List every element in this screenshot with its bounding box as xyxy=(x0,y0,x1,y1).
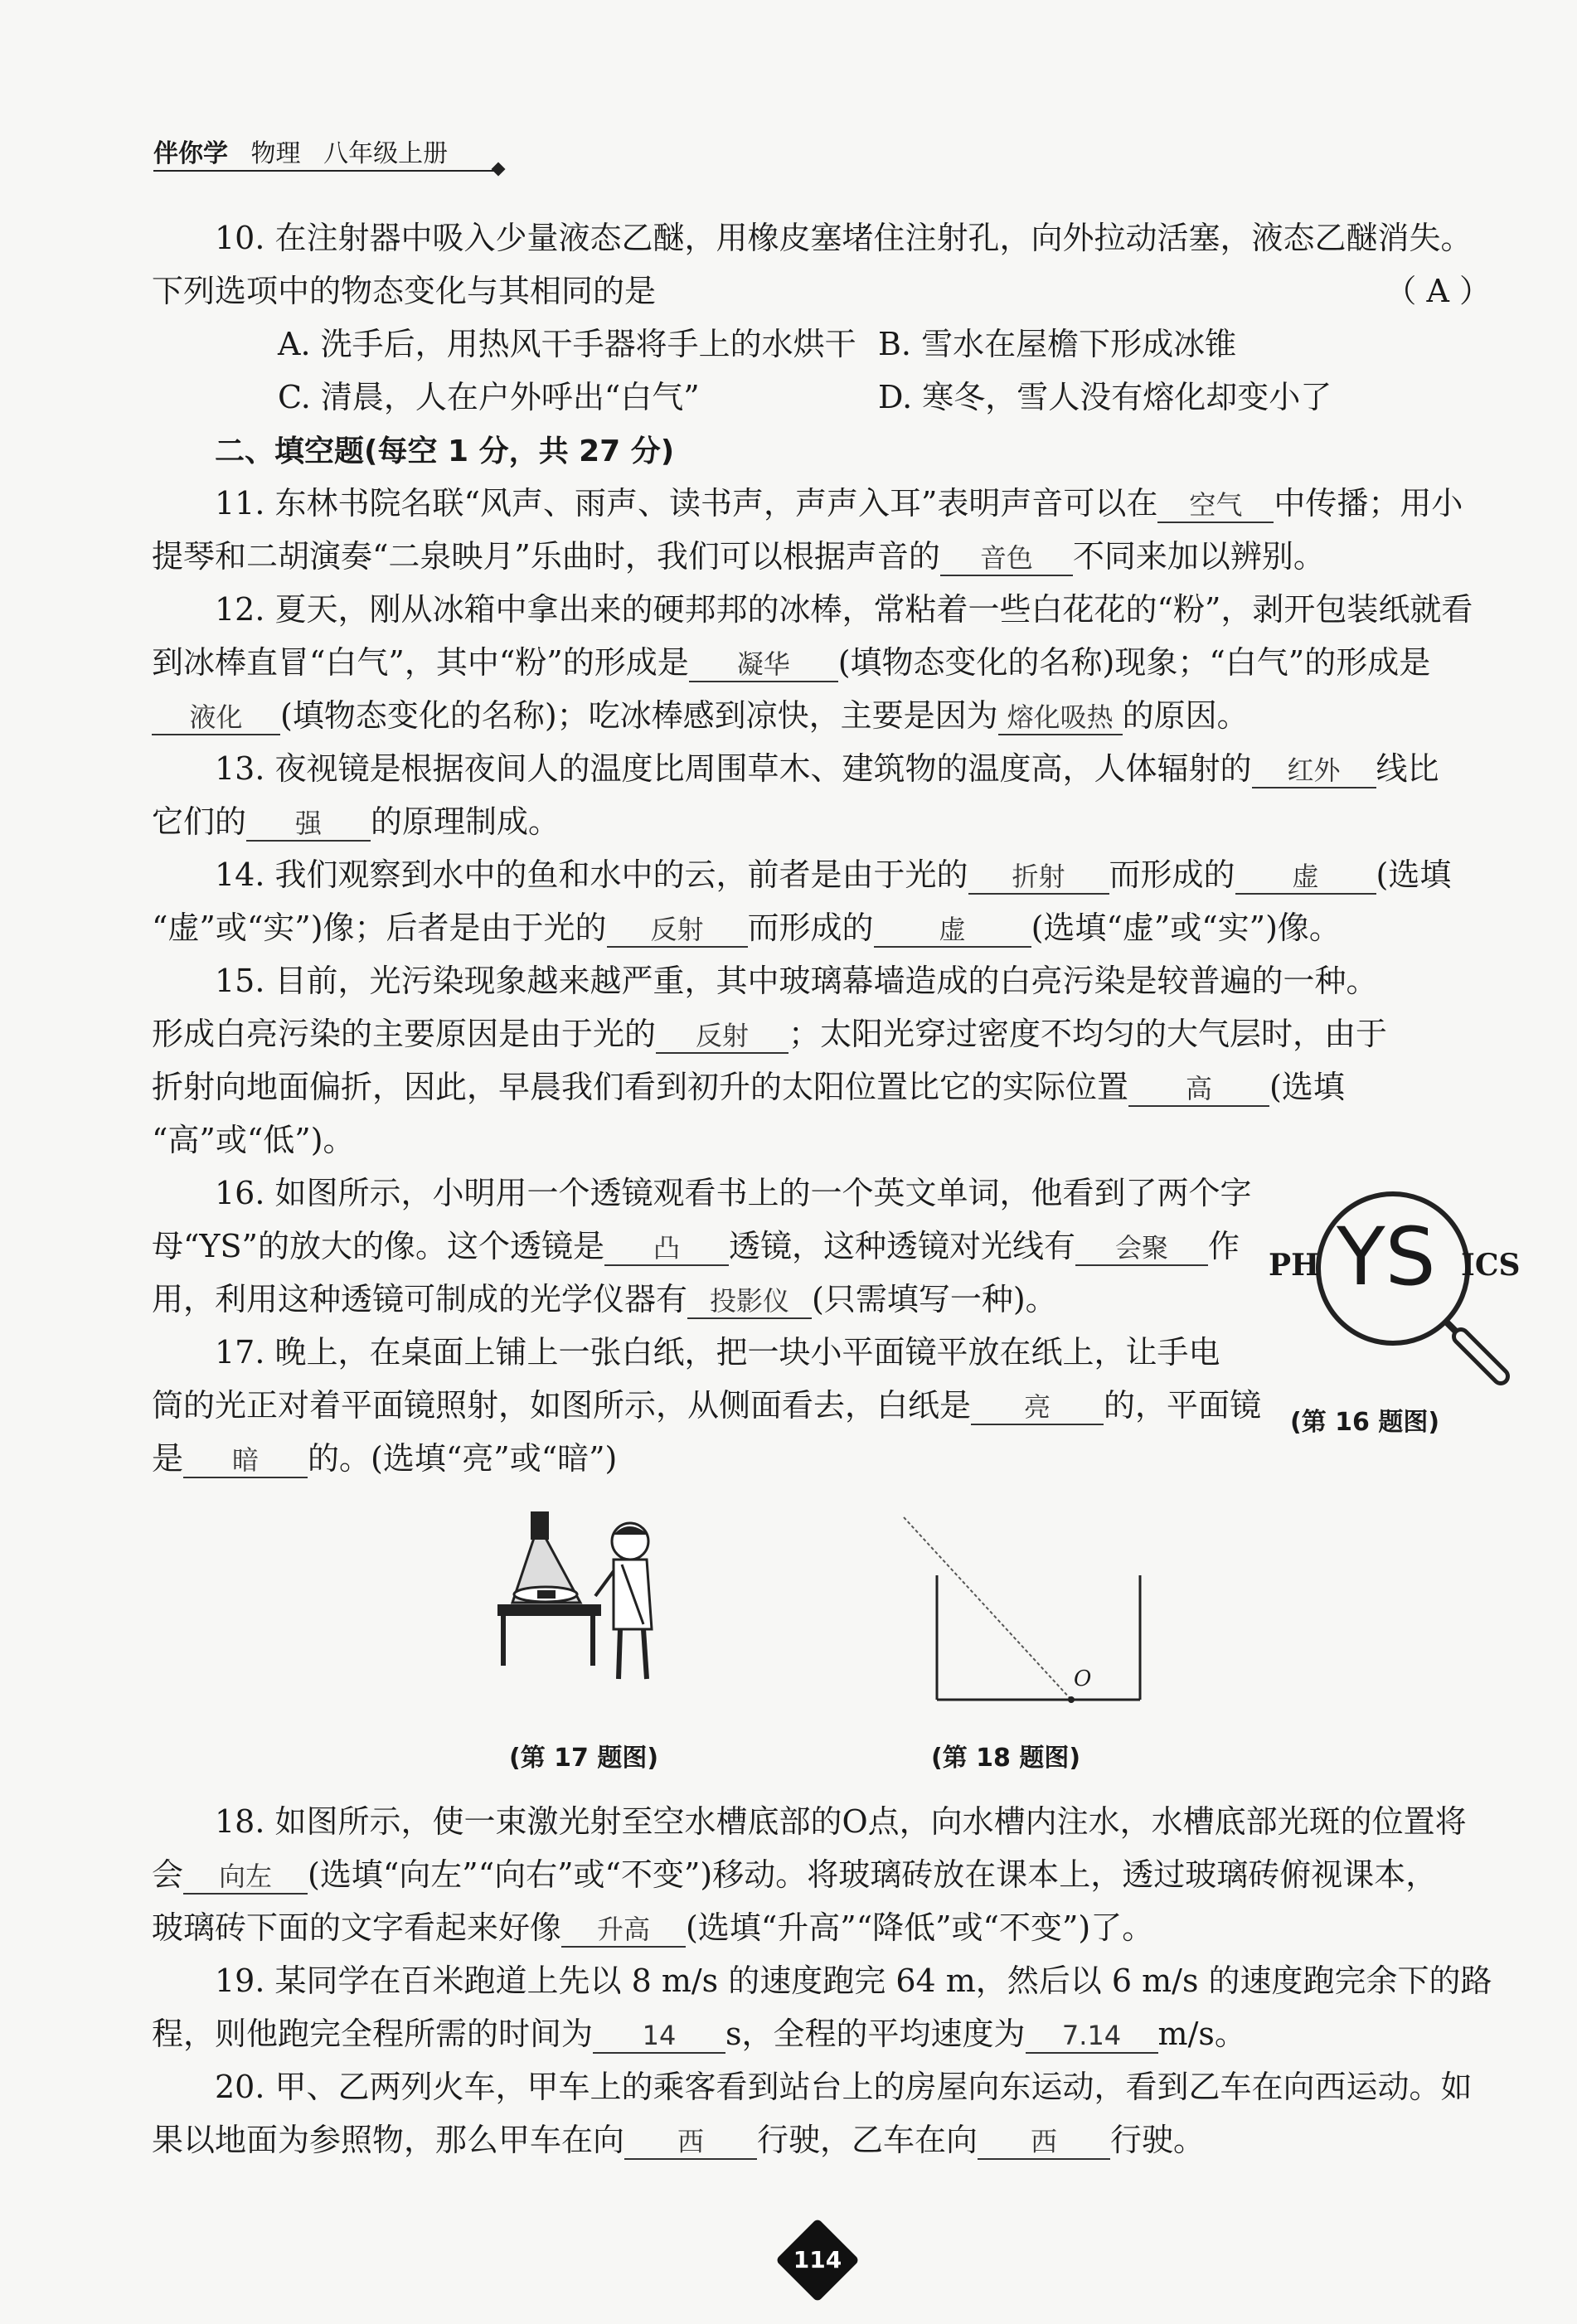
q14-blank-2: 虚 xyxy=(1235,860,1376,895)
question-16 xyxy=(152,1167,1267,1326)
q12-text-2: 到冰棒直冒“白气”，其中“粉”的形成是 xyxy=(152,644,689,681)
question-11 xyxy=(152,477,1491,583)
grade: 八年级上册 xyxy=(323,139,449,168)
q13-blank-1: 红外 xyxy=(1252,754,1376,788)
q13-text-2: 线比 xyxy=(1376,750,1439,787)
point-o xyxy=(1068,1696,1075,1703)
q16-blank-2: 会聚 xyxy=(1075,1231,1208,1266)
q19-text-2: 程，则他跑完全程所需的时间为 xyxy=(152,2016,594,2052)
q20-blank-1: 西 xyxy=(624,2125,757,2160)
fig18-caption: (第 18 题图) xyxy=(931,1744,1081,1773)
small-mirror xyxy=(537,1590,556,1599)
q18-text-4: 玻璃砖下面的文字看起来好像 xyxy=(152,1909,562,1946)
q12-blank-3: 熔化吸热 xyxy=(998,701,1123,735)
q17-text-5: 的。(选填“亮”或“暗”) xyxy=(308,1440,618,1477)
q11-blank-1: 空气 xyxy=(1157,488,1274,523)
fig16-caption: (第 16 题图) xyxy=(1290,1408,1440,1437)
q17-text-3: 的，平面镜 xyxy=(1104,1387,1262,1424)
q18-text-2: 会 xyxy=(152,1856,184,1893)
q11-text-4: 不同来加以辨别。 xyxy=(1072,538,1325,575)
question-10 xyxy=(152,211,1491,478)
q14-text-1: 14. 我们观察到水中的鱼和水中的云，前者是由于光的 xyxy=(215,856,968,893)
q20-text-3: 行驶，乙车在向 xyxy=(757,2122,978,2158)
fig17-caption: (第 17 题图) xyxy=(509,1744,659,1773)
table-leg-right xyxy=(590,1616,595,1666)
q17-text-2: 筒的光正对着平面镜照射，如图所示，从侧面看去，白纸是 xyxy=(152,1387,972,1424)
q10-stem-1: 10. 在注射器中吸入少量液态乙醚，用橡皮塞堵住注射孔，向外拉动活塞，液态乙醚消失。 xyxy=(215,220,1473,256)
q15-text-2: 形成白亮污染的主要原因是由于光的 xyxy=(152,1016,657,1052)
page-number: 114 xyxy=(793,2246,842,2273)
flashlight xyxy=(531,1511,549,1540)
q15-blank-1: 反射 xyxy=(656,1019,788,1054)
q13-text-4: 的原理制成。 xyxy=(371,803,560,840)
q11-text-3: 提琴和二胡演奏“二泉映月”乐曲时，我们可以根据声音的 xyxy=(152,538,940,575)
question-18 xyxy=(152,1795,1491,1954)
q16-text-3: 透镜，这种透镜对光线有 xyxy=(728,1228,1075,1264)
q15-text-1: 15. 目前，光污染现象越来越严重，其中玻璃幕墙造成的白亮污染是较普遍的一种。 xyxy=(215,963,1378,999)
q20-blank-2: 西 xyxy=(978,2125,1110,2160)
q14-text-2: 而形成的 xyxy=(1109,856,1235,893)
question-12 xyxy=(152,583,1491,742)
q16-text-1: 16. 如图所示，小明用一个透镜观看书上的一个英文单词，他看到了两个字 xyxy=(215,1175,1252,1211)
q14-text-5: 而形成的 xyxy=(747,910,874,946)
header-diamond-icon xyxy=(492,163,506,177)
q18-blank-1: 向左 xyxy=(183,1860,308,1895)
q20-text-1: 20. 甲、乙两列火车，甲车上的乘客看到站台上的房屋向东运动，看到乙车在向西运动。如 xyxy=(215,2069,1473,2105)
q14-text-3: (选填 xyxy=(1376,856,1452,893)
laser-beam xyxy=(904,1517,1071,1700)
q20-text-4: 行驶。 xyxy=(1110,2122,1206,2158)
q19-text-1: 19. 某同学在百米跑道上先以 8 m/s 的速度跑完 64 m，然后以 6 m/s 的速度跑完余下的路 xyxy=(215,1963,1492,1999)
question-14 xyxy=(152,848,1491,954)
fig16-left-text: PH xyxy=(1269,1248,1320,1283)
page-header xyxy=(153,133,448,169)
figure-17 xyxy=(497,1505,680,1696)
q18-blank-2: 升高 xyxy=(561,1913,686,1948)
q16-text-2: 母“YS”的放大的像。这个透镜是 xyxy=(152,1228,604,1264)
q17-text-1: 17. 晚上，在桌面上铺上一张白纸，把一块小平面镜平放在纸上，让手电 xyxy=(215,1334,1220,1371)
q12-text-4: (填物态变化的名称)；吃冰棒感到凉快，主要是因为 xyxy=(280,697,998,734)
q18-text-5: (选填“升高”“降低”或“不变”)了。 xyxy=(686,1909,1154,1946)
boy-leg-left xyxy=(619,1629,620,1679)
q11-text-2: 中传播；用小 xyxy=(1274,485,1463,522)
q14-text-6: (选填“虚”或“实”)像。 xyxy=(1031,910,1341,946)
q18-text-3: (选填“向左”“向右”或“不变”)移动。将玻璃砖放在课本上，透过玻璃砖俯视课本， xyxy=(308,1856,1438,1893)
water-tank-diagram xyxy=(887,1509,1161,1716)
q15-text-4: 折射向地面偏折，因此，早晨我们看到初升的太阳位置比它的实际位置 xyxy=(152,1069,1129,1105)
q19-blank-2: 7.14 xyxy=(1026,2019,1158,2054)
question-20 xyxy=(152,2060,1491,2166)
q17-blank-2: 暗 xyxy=(183,1443,308,1478)
header-rule xyxy=(153,170,502,172)
q10-stem-2: 下列选项中的物态变化与其相同的是 xyxy=(152,273,657,309)
q16-text-6: (只需填写一种)。 xyxy=(812,1281,1057,1317)
q16-blank-3: 投影仪 xyxy=(687,1284,812,1319)
fig16-right-text: ICS xyxy=(1461,1248,1521,1283)
q15-text-5: (选填 xyxy=(1269,1069,1345,1105)
q12-text-1: 12. 夏天，刚从冰箱中拿出来的硬邦邦的冰棒，常粘着一些白花花的“粉”，剥开包装纸就看 xyxy=(215,591,1473,628)
q19-text-4: m/s。 xyxy=(1157,2016,1246,2052)
q12-text-3: (填物态变化的名称)现象；“白气”的形成是 xyxy=(837,644,1431,681)
q18-text-1: 18. 如图所示，使一束激光射至空水槽底部的O点，向水槽内注水，水槽底部光斑的位置将 xyxy=(215,1803,1467,1840)
page-number-badge xyxy=(775,2218,860,2302)
handle-inner xyxy=(1461,1337,1501,1376)
question-13 xyxy=(152,742,1491,848)
section-title: 二、填空题(每空 1 分，共 27 分) xyxy=(215,434,675,468)
table-leg-left xyxy=(501,1616,506,1666)
q16-blank-1: 凸 xyxy=(604,1231,729,1266)
fig16-magnified-text: YS xyxy=(1337,1211,1436,1303)
table-top xyxy=(497,1604,601,1616)
q11-blank-2: 音色 xyxy=(940,541,1073,576)
q10-answer: （ A ） xyxy=(1385,273,1491,309)
figure-16 xyxy=(1269,1177,1521,1393)
q19-text-3: s，全程的平均速度为 xyxy=(725,2016,1026,2052)
point-o-label: O xyxy=(1074,1667,1092,1691)
q16-text-4: 作 xyxy=(1208,1228,1240,1264)
question-15 xyxy=(152,954,1491,1167)
q17-text-4: 是 xyxy=(152,1440,184,1477)
boy-leg-right xyxy=(643,1629,647,1679)
q10-option-b: B. 雪水在屋檐下形成冰锥 xyxy=(878,326,1237,362)
q12-text-5: 的原因。 xyxy=(1122,697,1249,734)
brand-logo-text: 伴你学 xyxy=(153,139,228,168)
q11-text-1: 11. 东林书院名联“风声、雨声、读书声，声声入耳”表明声音可以在 xyxy=(215,485,1158,522)
question-17 xyxy=(152,1326,1267,1485)
q14-text-4: “虚”或“实”)像；后者是由于光的 xyxy=(152,910,607,946)
q13-blank-2: 强 xyxy=(246,807,371,842)
q15-text-3: ；太阳光穿过密度不均匀的大气层时，由于 xyxy=(788,1016,1388,1052)
q16-text-5: 用，利用这种透镜可制成的光学仪器有 xyxy=(152,1281,688,1317)
q15-blank-2: 高 xyxy=(1128,1072,1269,1107)
subject: 物理 xyxy=(250,139,301,168)
q12-blank-2: 液化 xyxy=(152,701,280,735)
q12-blank-1: 凝华 xyxy=(689,648,838,682)
q10-option-c: C. 清晨，人在户外呼出“白气” xyxy=(278,379,700,415)
q15-text-6: “高”或“低”)。 xyxy=(152,1122,355,1158)
q20-text-2: 果以地面为参照物，那么甲车在向 xyxy=(152,2122,625,2158)
question-19 xyxy=(152,1954,1491,2060)
q13-text-1: 13. 夜视镜是根据夜间人的温度比周围草木、建筑物的温度高，人体辐射的 xyxy=(215,750,1252,787)
flashlight-experiment-illustration xyxy=(497,1505,680,1696)
q14-blank-4: 虚 xyxy=(874,913,1031,948)
q10-option-d: D. 寒冬，雪人没有熔化却变小了 xyxy=(878,379,1332,415)
boy-arm xyxy=(595,1571,614,1596)
q13-text-3: 它们的 xyxy=(152,803,247,840)
q19-blank-1: 14 xyxy=(593,2019,725,2054)
q17-blank-1: 亮 xyxy=(971,1390,1104,1425)
q14-blank-3: 反射 xyxy=(607,913,748,948)
figure-18 xyxy=(887,1509,1161,1716)
q10-option-a: A. 洗手后，用热风干手器将手上的水烘干 xyxy=(278,326,856,362)
q14-blank-1: 折射 xyxy=(968,860,1109,895)
